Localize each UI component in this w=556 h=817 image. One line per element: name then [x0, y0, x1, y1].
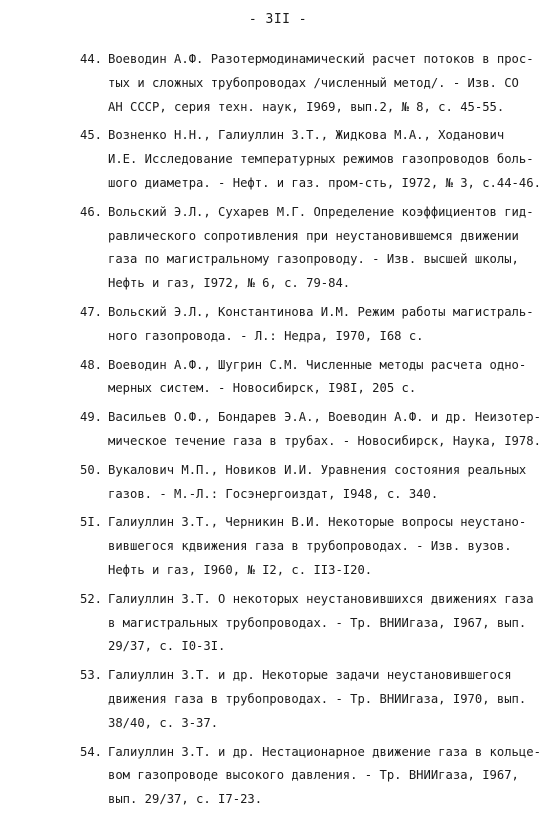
reference-line: Галиуллин З.Т. и др. Некоторые задачи неустановившегося: [108, 668, 512, 683]
reference-item: [0, 124, 556, 195]
reference-line: Галиуллин З.Т. О некоторых неустановившихся движениях газа: [108, 591, 534, 606]
reference-line: вып. 29/37, с. I7-23.: [108, 792, 263, 807]
reference-line: И.Е. Исследование температурных режимов газопроводов боль-: [108, 152, 534, 167]
reference-line: АН СССР, серия техн. наук, I969, вып.2, № 8, с. 45-55.: [108, 99, 505, 114]
reference-line: шого диаметра. - Нефт. и газ. пром-сть, I972, № 3, с.44-46.: [108, 175, 541, 190]
reference-number: 54.: [80, 744, 103, 759]
reference-line: Возненко Н.Н., Галиуллин З.Т., Жидкова М.А., Ходанович: [108, 128, 505, 143]
reference-item: [0, 406, 556, 454]
reference-line: Воеводин А.Ф. Разотермодинамический расчет потоков в прос-: [108, 52, 534, 66]
reference-item: [0, 354, 556, 402]
reference-number: 5I.: [80, 515, 103, 530]
reference-number: 50.: [80, 462, 103, 477]
reference-line: 29/37, с. I0-3I.: [108, 639, 226, 654]
reference-number: 47.: [80, 304, 103, 319]
reference-number: 48.: [80, 357, 103, 372]
reference-line: Васильев О.Ф., Бондарев Э.А., Воеводин А.Ф. и др. Неизотер-: [108, 410, 541, 425]
reference-line: ного газопровода. - Л.: Недра, I970, I68 с.: [108, 328, 424, 343]
reference-line: газов. - М.-Л.: Госэнергоиздат, I948, с. 340.: [108, 486, 439, 501]
reference-line: Воеводин А.Ф., Шугрин С.М. Численные методы расчета одно-: [108, 357, 527, 372]
reference-line: мическое течение газа в трубах. - Новосибирск, Наука, I978.: [108, 433, 541, 448]
reference-number: 52.: [80, 591, 103, 606]
reference-line: в магистральных трубопроводах. - Тр. ВНИИгаза, I967, вып.: [108, 615, 527, 630]
reference-line: газа по магистральному газопроводу. - Изв. высшей школы,: [108, 252, 519, 267]
reference-line: Нефть и газ, I972, № 6, с. 79-84.: [108, 276, 351, 291]
reference-number: 53.: [80, 668, 103, 683]
reference-line: мерных систем. - Новосибирск, I98I, 205 с.: [108, 381, 417, 396]
reference-number: 49.: [80, 410, 103, 425]
reference-line: 38/40, с. 3-37.: [108, 715, 219, 730]
page-number: - 3II -: [248, 12, 308, 27]
reference-item: [0, 48, 556, 119]
reference-line: Вольский Э.Л., Сухарев М.Г. Определение коэффициентов гид-: [108, 204, 534, 219]
reference-number: 45.: [80, 128, 103, 143]
reference-number: 44.: [80, 52, 103, 66]
reference-item: [0, 459, 556, 507]
reference-item: [0, 301, 556, 349]
reference-item: [0, 741, 556, 812]
reference-line: тых и сложных трубопроводах /численный метод/. - Изв. СО: [108, 75, 519, 90]
reference-line: Вольский Э.Л., Константинова И.М. Режим работы магистраль-: [108, 304, 534, 319]
reference-number: 46.: [80, 204, 103, 219]
reference-item: [0, 201, 556, 296]
reference-list: [0, 48, 556, 817]
reference-item: [0, 511, 556, 582]
reference-item: [0, 588, 556, 659]
reference-line: вом газопроводе высокого давления. - Тр. ВНИИгаза, I967,: [108, 768, 519, 783]
reference-line: Нефть и газ, I960, № I2, с. II3-I20.: [108, 562, 373, 577]
reference-line: Галиуллин З.Т. и др. Нестационарное движение газа в кольце-: [108, 744, 541, 759]
reference-line: движения газа в трубопроводах. - Тр. ВНИИгаза, I970, вып.: [108, 691, 527, 706]
reference-line: Вукалович М.П., Новиков И.И. Уравнения состояния реальных: [108, 462, 527, 477]
reference-line: вившегося кдвижения газа в трубопроводах. - Изв. вузов.: [108, 539, 512, 554]
reference-line: равлического сопротивления при неустановившемся движении: [108, 228, 519, 243]
reference-line: Галиуллин З.Т., Черникин В.И. Некоторые вопросы неустано-: [108, 515, 527, 530]
reference-item: [0, 664, 556, 735]
